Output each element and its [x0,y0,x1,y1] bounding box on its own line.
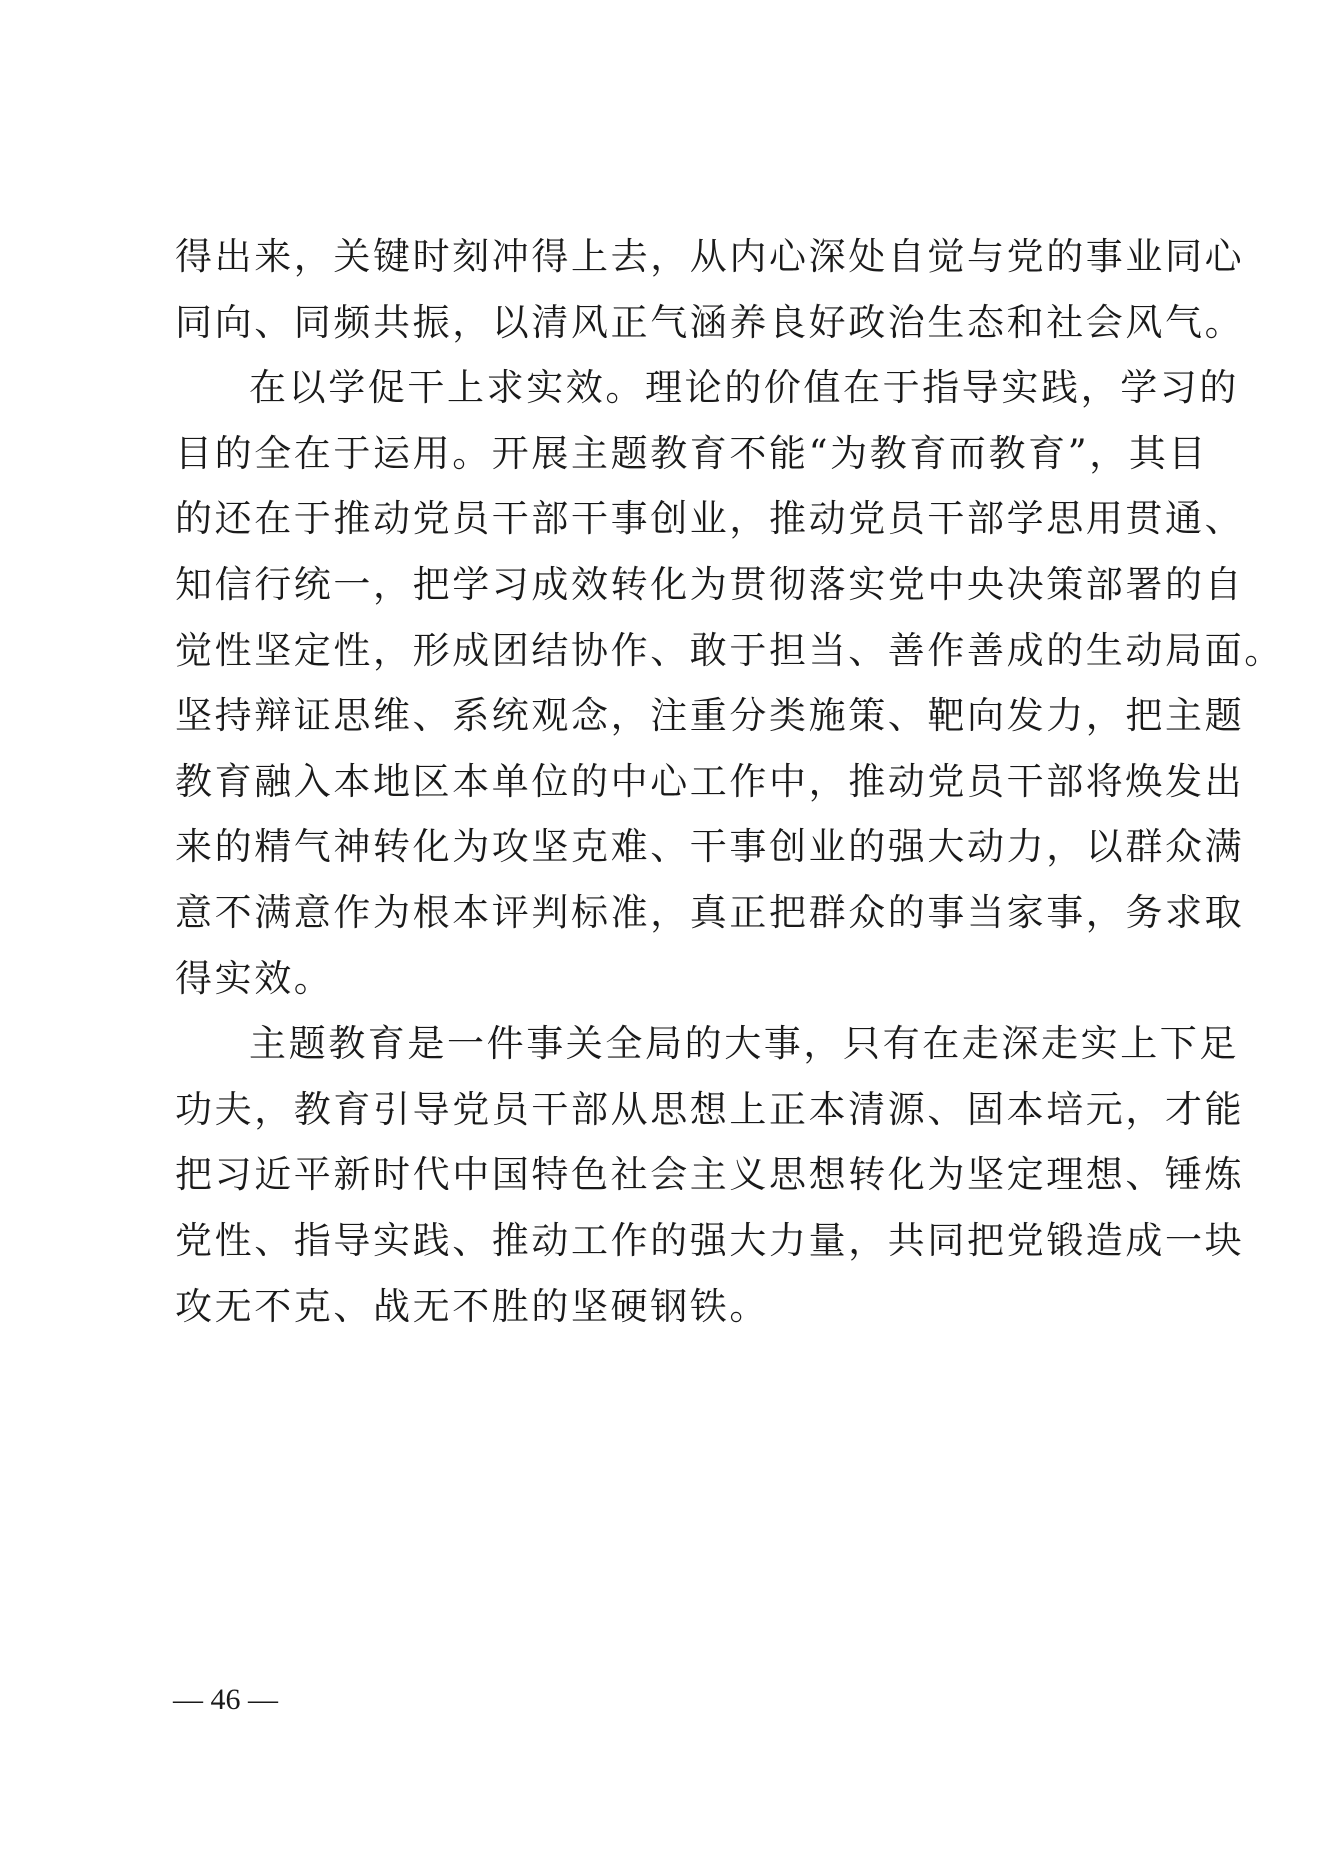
text-line: 来的精气神转化为攻坚克难、干事创业的强大动力，以群众满 [175,825,1245,869]
page-number: — 46 — [173,1683,278,1716]
text-line: 目的全在于运用。开展主题教育不能“为教育而教育”，其目 [175,431,1209,475]
text-line: 知信行统一，把学习成效转化为贯彻落实党中央决策部署的自 [175,562,1245,606]
text-line: 党性、指导实践、推动工作的强大力量，共同把党锻造成一块 [175,1218,1245,1262]
text-line: 攻无不克、战无不胜的坚硬钢铁。 [175,1284,769,1328]
text-line: 同向、同频共振，以清风正气涵养良好政治生态和社会风气。 [175,300,1245,344]
paragraph [175,355,1284,1011]
text-line: 觉性坚定性，形成团结协作、敢于担当、善作善成的生动局面。 [175,628,1284,672]
text-line: 坚持辩证思维、系统观念，注重分类施策、靶向发力，把主题 [175,694,1245,738]
text-line: 在以学促干上求实效。理论的价值在于指导实践，学习的 [249,366,1239,410]
body-text [175,224,1284,1339]
paragraph [175,224,1245,355]
text-line: 主题教育是一件事关全局的大事，只有在走深走实上下足 [249,1022,1239,1066]
text-line: 的还在于推动党员干部干事创业，推动党员干部学思用贯通、 [175,497,1245,541]
text-line: 把习近平新时代中国特色社会主义思想转化为坚定理想、锤炼 [175,1153,1245,1197]
text-line: 教育融入本地区本单位的中心工作中，推动党员干部将焕发出 [175,759,1245,803]
paragraph [175,1011,1245,1339]
text-line: 功夫，教育引导党员干部从思想上正本清源、固本培元，才能 [175,1087,1245,1131]
text-line: 得实效。 [175,956,334,1000]
text-line: 得出来，关键时刻冲得上去，从内心深处自觉与党的事业同心 [175,235,1245,278]
text-line: 意不满意作为根本评判标准，真正把群众的事当家事，务求取 [175,890,1245,934]
